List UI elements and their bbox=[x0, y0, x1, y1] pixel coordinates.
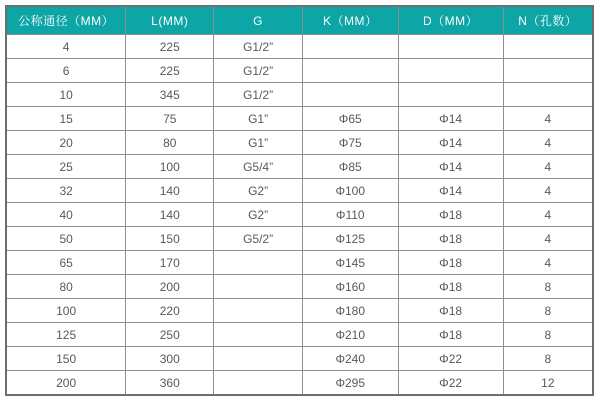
table-cell: 4 bbox=[503, 155, 593, 179]
table-cell: Φ18 bbox=[398, 323, 503, 347]
table-cell: Φ18 bbox=[398, 227, 503, 251]
table-cell: 80 bbox=[6, 275, 126, 299]
table-cell: 150 bbox=[126, 227, 214, 251]
table-cell: Φ18 bbox=[398, 203, 503, 227]
table-cell: Φ85 bbox=[302, 155, 398, 179]
table-cell: G1” bbox=[214, 131, 303, 155]
table-cell bbox=[214, 251, 303, 275]
table-cell: Φ65 bbox=[302, 107, 398, 131]
table-row bbox=[6, 275, 593, 299]
table-cell: G1” bbox=[214, 107, 303, 131]
table-cell: Φ145 bbox=[302, 251, 398, 275]
table-cell: Φ160 bbox=[302, 275, 398, 299]
table-cell: 40 bbox=[6, 203, 126, 227]
table-cell bbox=[214, 299, 303, 323]
table-cell: 100 bbox=[126, 155, 214, 179]
table-cell: Φ14 bbox=[398, 179, 503, 203]
table-cell: 225 bbox=[126, 59, 214, 83]
header-row bbox=[6, 6, 593, 35]
table-cell: G2” bbox=[214, 179, 303, 203]
table-row bbox=[6, 371, 593, 396]
table-cell: G1/2” bbox=[214, 83, 303, 107]
table-cell bbox=[214, 347, 303, 371]
table-cell: Φ18 bbox=[398, 251, 503, 275]
table-cell: 300 bbox=[126, 347, 214, 371]
table-cell: 8 bbox=[503, 347, 593, 371]
table-cell bbox=[302, 59, 398, 83]
table-cell: 25 bbox=[6, 155, 126, 179]
table-row bbox=[6, 203, 593, 227]
table-cell: Φ14 bbox=[398, 155, 503, 179]
table-cell: Φ22 bbox=[398, 371, 503, 396]
table-row bbox=[6, 251, 593, 275]
table-cell: Φ22 bbox=[398, 347, 503, 371]
table-cell bbox=[503, 35, 593, 59]
table-cell: 32 bbox=[6, 179, 126, 203]
table-row bbox=[6, 179, 593, 203]
table-cell: 4 bbox=[6, 35, 126, 59]
table-cell: G1/2” bbox=[214, 35, 303, 59]
table-cell bbox=[302, 83, 398, 107]
table-cell bbox=[398, 35, 503, 59]
table-row bbox=[6, 323, 593, 347]
table-row bbox=[6, 155, 593, 179]
table-cell: 8 bbox=[503, 299, 593, 323]
table-cell: Φ18 bbox=[398, 275, 503, 299]
table-cell bbox=[214, 275, 303, 299]
table-row bbox=[6, 59, 593, 83]
table-cell: 10 bbox=[6, 83, 126, 107]
table-cell: 80 bbox=[126, 131, 214, 155]
table-cell: 4 bbox=[503, 179, 593, 203]
table-row bbox=[6, 299, 593, 323]
table-header bbox=[6, 6, 593, 35]
table-cell: Φ125 bbox=[302, 227, 398, 251]
table-row bbox=[6, 227, 593, 251]
table-cell: 8 bbox=[503, 323, 593, 347]
table-cell: G5/4” bbox=[214, 155, 303, 179]
table-row bbox=[6, 347, 593, 371]
table-cell: Φ180 bbox=[302, 299, 398, 323]
table-cell: 75 bbox=[126, 107, 214, 131]
table-cell: 65 bbox=[6, 251, 126, 275]
table-cell: 200 bbox=[126, 275, 214, 299]
table-cell: G5/2” bbox=[214, 227, 303, 251]
table-cell: Φ18 bbox=[398, 299, 503, 323]
table-cell: 360 bbox=[126, 371, 214, 396]
table-cell bbox=[302, 35, 398, 59]
table-cell: 200 bbox=[6, 371, 126, 396]
table-cell: 125 bbox=[6, 323, 126, 347]
table-cell: 8 bbox=[503, 275, 593, 299]
table-cell: 150 bbox=[6, 347, 126, 371]
header-nominal-diameter: 公称通径（MM） bbox=[6, 6, 126, 35]
header-thread-g: G bbox=[214, 6, 303, 35]
table-cell: 4 bbox=[503, 251, 593, 275]
table-cell: 50 bbox=[6, 227, 126, 251]
table-cell: 170 bbox=[126, 251, 214, 275]
table-cell: 20 bbox=[6, 131, 126, 155]
table-cell: Φ110 bbox=[302, 203, 398, 227]
table-cell: Φ14 bbox=[398, 131, 503, 155]
table-cell: 6 bbox=[6, 59, 126, 83]
table-cell: 12 bbox=[503, 371, 593, 396]
table-cell bbox=[398, 83, 503, 107]
table-cell: G2” bbox=[214, 203, 303, 227]
header-hole-diameter-d: D（MM） bbox=[398, 6, 503, 35]
table-cell: 220 bbox=[126, 299, 214, 323]
dimension-spec-table bbox=[5, 5, 594, 396]
table-cell bbox=[503, 83, 593, 107]
table-cell: 4 bbox=[503, 203, 593, 227]
table-cell: Φ210 bbox=[302, 323, 398, 347]
table-cell: Φ295 bbox=[302, 371, 398, 396]
table-cell: 4 bbox=[503, 107, 593, 131]
table-cell: 100 bbox=[6, 299, 126, 323]
table-cell: 225 bbox=[126, 35, 214, 59]
header-hole-count-n: N（孔数） bbox=[503, 6, 593, 35]
header-bolt-circle-k: K（MM） bbox=[302, 6, 398, 35]
table-cell: 140 bbox=[126, 203, 214, 227]
table-cell: Φ240 bbox=[302, 347, 398, 371]
table-cell bbox=[214, 323, 303, 347]
table-row bbox=[6, 107, 593, 131]
table-cell: 15 bbox=[6, 107, 126, 131]
header-length-l: L(MM) bbox=[126, 6, 214, 35]
table-cell: 4 bbox=[503, 227, 593, 251]
table-row bbox=[6, 35, 593, 59]
table-cell: 345 bbox=[126, 83, 214, 107]
table-row bbox=[6, 131, 593, 155]
table-cell bbox=[214, 371, 303, 396]
table-cell bbox=[503, 59, 593, 83]
table-row bbox=[6, 83, 593, 107]
table-cell: 140 bbox=[126, 179, 214, 203]
table-cell: Φ100 bbox=[302, 179, 398, 203]
table-cell: Φ14 bbox=[398, 107, 503, 131]
table-cell bbox=[398, 59, 503, 83]
table-cell: 250 bbox=[126, 323, 214, 347]
table-cell: Φ75 bbox=[302, 131, 398, 155]
table-body bbox=[6, 35, 593, 396]
table-cell: 4 bbox=[503, 131, 593, 155]
table-cell: G1/2” bbox=[214, 59, 303, 83]
